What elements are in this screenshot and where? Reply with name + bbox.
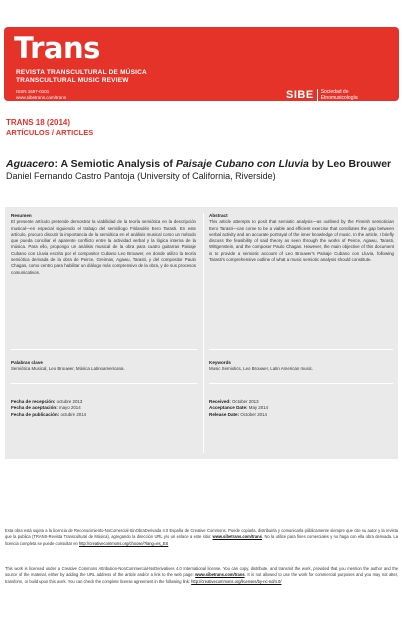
accepted-es-value: mayo 2014 (58, 405, 81, 411)
sibe-sub-1: Sociedad de (320, 89, 349, 95)
release-en-value: October 2014 (240, 411, 267, 417)
license-en (5, 566, 398, 585)
acceptance-en-value: May 2014 (248, 405, 269, 411)
abstract-text: This article attempts to posit that semiotic analysis—as outlined by the Finnish semiotician Eero Tarasti—can come to be a viable and efficient exercise that conciliates the gap between verbal activity and an accurate portrayal of the inner knowledge of music. In the article, I briefly discuss the feasibility of said theory as seen through the works of Peirce, Agawu, Tarasti, Wittgenstein, and the composer Paulo Chagas. However, the main objective of this document is to provide a semiotic account of Leo Brouwer's Paisaje Cubano con Lluvia, following Tarasti's comprehensive outline of what a music semiotic analysis should constitute. (209, 219, 394, 263)
keywords-en-label: Keywords (209, 360, 231, 365)
divider-keywords-en (209, 383, 393, 384)
license-es-link-cc[interactable]: http://creativecommons.org/choose/?lang=es_ES (78, 540, 169, 546)
issn: ISSN 1697-0101 (16, 89, 50, 94)
section-label: ARTÍCULOS / ARTICLES (6, 128, 94, 137)
resumen-label: Resumen (11, 213, 32, 218)
resumen-text: El presente artículo pretende demostrar la viabilidad de la teoría semiótica en la descripción musical—en especial siguiendo el trabajo del semiólogo Finlandés Eero Tarasti. En este artículo, procuro discutir la importancia de la semiótica en el análisis musical como un método que pueda conciliar el aparente conflicto entre la actividad verbal y la lógica interna de la música. Para ello, propongo un análisis musical de la obra para cuatro guitarras Paisaje Cubano con Lluvia escrita por el compositor Cubano Leo Brouwer, en donde utilizo la teoría semiótica derivada de la obra de Peirce, Greimas, Agawu, Tarasti, y del compositor Paulo Chagas, como centro para habilitar un diálogo más comprensivo de la obra, y de sus procesos comunicativos. (11, 219, 196, 275)
published-es-value: octubre 2014 (60, 411, 87, 417)
abstract-box (5, 207, 398, 459)
title-part-b: : A Semiotic Analysis of (54, 158, 176, 170)
acceptance-en-label: Acceptance Date: (209, 405, 248, 411)
license-es-text-b: . No la utilice para fines comerciales y no haga con ella obra derivada. La licencia completa se puede consultar en (5, 534, 398, 546)
sibe-logo (286, 89, 358, 101)
keywords-es-label: Palabras clave (11, 360, 43, 365)
received-es-label: Fecha de recepción: (11, 399, 56, 404)
issue-header (6, 118, 93, 137)
issue-number: TRANS 18 (2014) (6, 118, 71, 127)
title-part-d: by Leo Brouwer (308, 158, 392, 170)
divider-keywords-es (11, 383, 197, 384)
license-en-text-a: This work is licensed under a Creative Commons Attribution-NonCommercial-NoDerivatives 4.0 International license. You can copy, distribute, and transmit the work, provided that you mention the author and the source of the material, either by adding the URL address of the article and/or a link to the web page: (5, 566, 398, 578)
dates-en-section (209, 399, 394, 418)
license-es-text-a: Esta obra está sujeta a la licencia de Reconocimiento-NoComercial-SinObraDerivada 4.0 España de Creative Commons. Puede copiarla, distribuirla y comunicarla públicamente siempre que cite su autor y la revista que la publica (TRANS-Revista Transcultural de Música), agregando la dirección URL y/o un enlace a este sitio: (5, 528, 398, 540)
resumen-section (11, 213, 196, 276)
journal-website[interactable]: www.sibetrans.com/trans (16, 95, 67, 100)
divider-abstract (209, 349, 393, 350)
abstract-label: Abstract (209, 213, 228, 218)
sibe-sub-2: Etnomusicología (320, 95, 358, 101)
keywords-en-section (209, 360, 394, 373)
column-divider (203, 213, 204, 453)
title-part-a: Aguacero (6, 158, 55, 170)
sibe-divider (317, 89, 318, 101)
title-part-c: Paisaje Cubano con Lluvia (175, 158, 309, 170)
abstract-section (209, 213, 394, 263)
received-en-value: October 2013 (231, 399, 259, 404)
license-en-link-cc[interactable]: http://creativecommons.org/licenses/by-nc-nd/4.0/ (191, 578, 282, 584)
article-author: Daniel Fernando Castro Pantoja (University of California, Riverside) (6, 171, 276, 181)
received-en-label: Received: (209, 399, 231, 404)
sibe-wordmark: SIBE (286, 89, 314, 101)
license-es-link-site[interactable]: www.sibetrans.com/trans (212, 534, 262, 540)
journal-name-es: REVISTA TRANSCULTURAL DE MÚSICA (16, 69, 147, 76)
received-es-value: octubre 2013 (56, 399, 83, 404)
dates-es-section (11, 399, 196, 418)
license-es (5, 528, 398, 547)
divider-resumen (11, 349, 197, 350)
license-en-link-site[interactable]: www.sibetrans.com/trans (195, 572, 245, 578)
release-en-label: Release Date: (209, 411, 240, 417)
journal-logo: Trans (14, 31, 100, 65)
keywords-en-text: Music Semiotics, Leo Brouwer, Latin American music. (209, 366, 314, 372)
keywords-es-text: Semiótica Musical, Leo Brouwer, Música Latinoamericana. (11, 366, 125, 372)
accepted-es-label: Fecha de aceptación: (11, 405, 58, 411)
license-en-text-b: . It is not allowed to use the work for commercial purposes and you may not alter, transform, or build upon this work. You can check the complete license agreement in the following link: (5, 572, 398, 584)
published-es-label: Fecha de publicación: (11, 411, 60, 417)
keywords-es-section (11, 360, 196, 373)
sibe-society-name (321, 89, 358, 101)
journal-name-en: TRANSCULTURAL MUSIC REVIEW (16, 77, 129, 84)
journal-banner (4, 27, 399, 101)
article-title (6, 158, 391, 170)
